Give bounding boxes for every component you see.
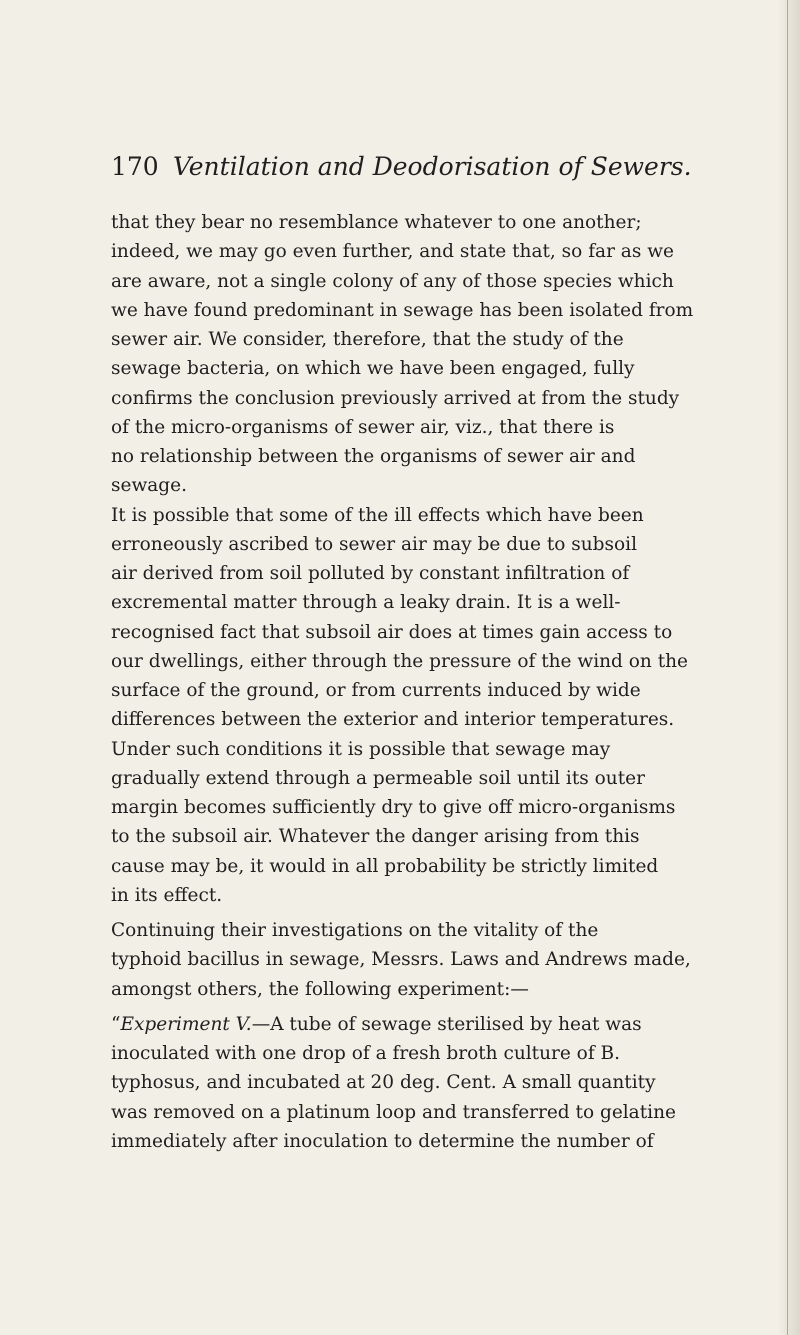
text-line: margin becomes sufficiently dry to give off micro-organisms (111, 797, 676, 818)
experiment-label: Experiment V. (120, 1013, 252, 1035)
text-line: air derived from soil polluted by constant infiltration of (111, 563, 630, 584)
text-line: excremental matter through a leaky drain. It is a well- (111, 592, 621, 614)
body-text (111, 208, 694, 1156)
text-line: that they bear no resemblance whatever to one another; (111, 212, 642, 233)
page-number: 170 (111, 152, 159, 181)
text-line: to the subsoil air. Whatever the danger arising from this (111, 826, 640, 848)
text-line: typhoid bacillus in sewage, Messrs. Laws and Andrews made, (111, 949, 691, 971)
page-edge-shadow (778, 0, 800, 1335)
text-line: of the micro-organisms of sewer air, viz., that there is (111, 416, 615, 438)
text-line: Under such conditions it is possible that sewage may (111, 738, 611, 760)
text-line: confirms the conclusion previously arrived at from the study (111, 387, 680, 409)
experiment-line (111, 1010, 642, 1039)
text-line: typhosus, and incubated at 20 deg. Cent. A small quantity (111, 1072, 656, 1094)
paragraph-start-line (111, 501, 644, 530)
text-line-content: It is possible that some of the ill effects which have been (111, 504, 644, 526)
text-line: differences between the exterior and interior temperatures. (111, 709, 675, 731)
text-line: no relationship between the organisms of sewer air and (111, 446, 636, 467)
text-line: amongst others, the following experiment:— (111, 978, 529, 1000)
text-line: immediately after inoculation to determine the number of (111, 1130, 654, 1152)
text-line: are aware, not a single colony of any of those species which (111, 270, 674, 292)
text-line: erroneously ascribed to sewer air may be due to subsoil (111, 533, 637, 555)
running-title: Ventilation and Deodorisation of Sewers. (173, 152, 692, 181)
open-quote: “ (111, 1013, 121, 1035)
text-line: gradually extend through a permeable soil until its outer (111, 767, 645, 789)
text-line: our dwellings, either through the pressure of the wind on the (111, 650, 688, 672)
text-line: sewage bacteria, on which we have been engaged, fully (111, 358, 635, 380)
running-head (111, 150, 692, 184)
text-line: surface of the ground, or from currents induced by wide (111, 680, 641, 701)
text-line: recognised fact that subsoil air does at times gain access to (111, 621, 673, 643)
text-line: inoculated with one drop of a fresh broth culture of B. (111, 1043, 621, 1064)
text-line: Continuing their investigations on the vitality of the (111, 920, 599, 941)
text-line: cause may be, it would in all probability be strictly limited (111, 855, 659, 877)
text-line: was removed on a platinum loop and transferred to gelatine (111, 1101, 676, 1123)
text-line: sewage. (111, 475, 187, 497)
experiment-text: —A tube of sewage sterilised by heat was (251, 1013, 642, 1035)
text-line: in its effect. (111, 884, 223, 906)
text-line: we have found predominant in sewage has been isolated from (111, 299, 694, 321)
text-line: indeed, we may go even further, and state that, so far as we (111, 241, 674, 263)
page-edge-line (787, 0, 788, 1335)
text-line: sewer air. We consider, therefore, that the study of the (111, 329, 624, 350)
